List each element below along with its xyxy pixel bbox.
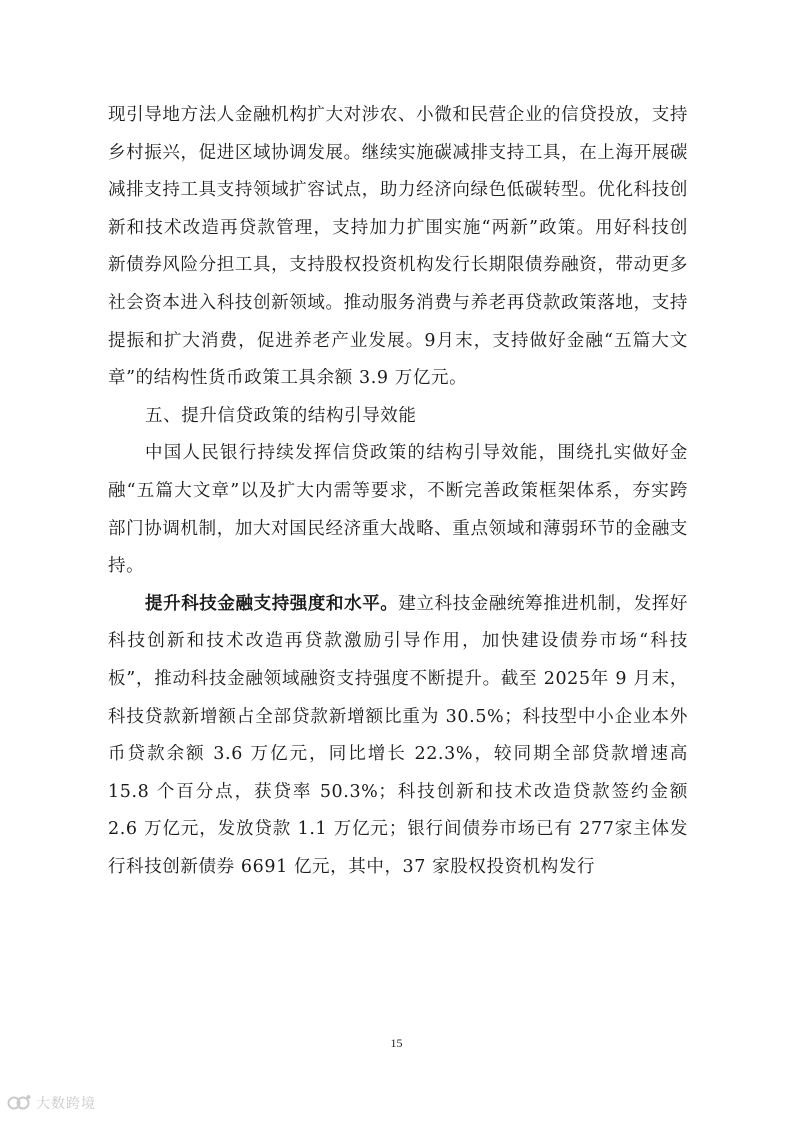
paragraph-tech-finance: [108, 586, 688, 887]
paragraph-body: 建立科技金融统筹推进机制，发挥好科技创新和技术改造再贷款激励引导作用，加快建设债券市场“科技板”，推动科技金融领域融资支持强度不断提升。截至 2025年 9 月末，科技贷款新增额占全部贷款新增额比重为 30.5%；科技型中小企业本外币贷款余额 3.6 万亿元，同比增长 22.3%，较同期全部贷款增速高 15.8 个百分点，获贷率 50.3%；科技创新和技术改造贷款签约金额 2.6 万亿元，发放贷款 1.1 万亿元；银行间债券市场已有 277家主体发行科技创新债券 6691 亿元，其中，37 家股权投资机构发行: [108, 593, 689, 877]
body-content: [108, 97, 688, 886]
paragraph-continuation: 现引导地方法人金融机构扩大对涉农、小微和民营企业的信贷投放，支持乡村振兴，促进区域协调发展。继续实施碳减排支持工具，在上海开展碳减排支持工具支持领域扩容试点，助力经济向绿色低碳转型。优化科技创新和技术改造再贷款管理，支持加力扩围实施“两新”政策。用好科技创新债券风险分担工具，支持股权投资机构发行长期限债券融资，带动更多社会资本进入科技创新领域。推动服务消费与养老再贷款政策落地，支持提振和扩大消费，促进养老产业发展。9月末，支持做好金融“五篇大文章”的结构性货币政策工具余额 3.9 万亿元。: [108, 105, 688, 389]
watermark-text: 大数跨境: [36, 1096, 96, 1112]
paragraph-lead-bold: 提升科技金融支持强度和水平。: [145, 593, 399, 614]
logo-icon: [6, 1093, 32, 1113]
section-heading: 五、提升信贷政策的结构引导效能: [145, 405, 417, 426]
page-number: 15: [390, 1036, 403, 1050]
watermark: [6, 1093, 96, 1113]
paragraph-intro: 中国人民银行持续发挥信贷政策的结构引导效能，围绕扎实做好金融“五篇大文章”以及扩大内需等要求，不断完善政策框架体系，夯实跨部门协调机制，加大对国民经济重大战略、重点领域和薄弱环节的金融支持。: [108, 443, 688, 577]
